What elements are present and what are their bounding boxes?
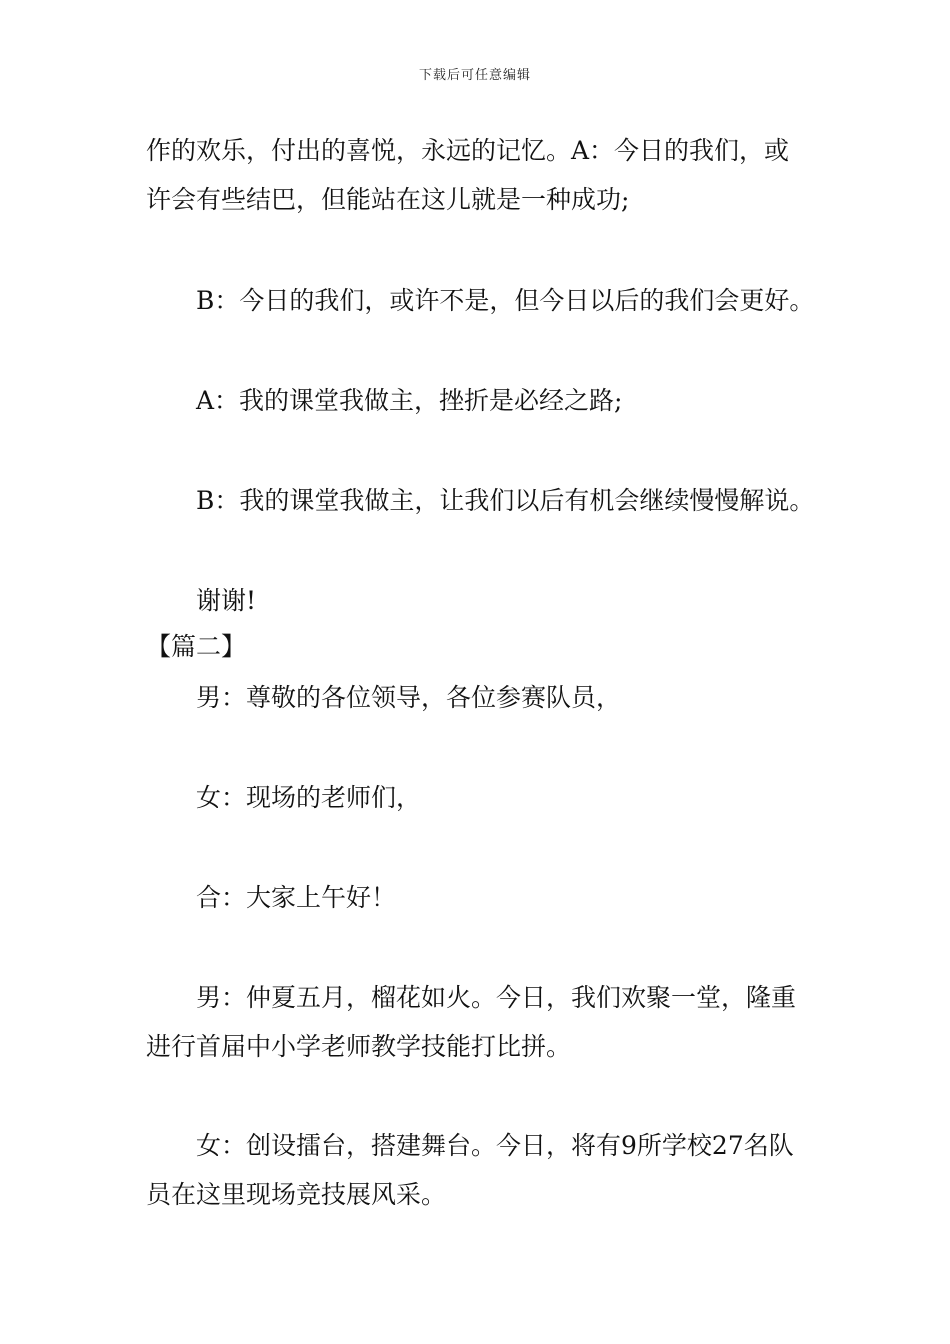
paragraph: 女：创设擂台，搭建舞台。今日，将有9所学校27名队员在这里现场竞技展风采。 xyxy=(146,1131,794,1209)
paragraph: 谢谢! xyxy=(196,586,257,615)
section-heading: 【篇二】 xyxy=(146,632,247,661)
paragraph: 男：仲夏五月，榴花如火。今日，我们欢聚一堂，隆重进行首届中小学老师教学技能打比拼。 xyxy=(146,983,797,1061)
paragraph: B：我的课堂我做主，让我们以后有机会继续慢慢解说。 xyxy=(196,486,815,515)
header-note: 下载后可任意编辑 xyxy=(418,68,531,83)
paragraph: A：我的课堂我做主，挫折是必经之路; xyxy=(196,386,623,415)
paragraph: 合：大家上午好！ xyxy=(196,883,397,912)
paragraph: 男：尊敬的各位领导，各位参赛队员， xyxy=(196,683,622,712)
paragraph: 作的欢乐，付出的喜悦，永远的记忆。A：今日的我们，或许会有些结巴，但能站在这儿就是一种成功; xyxy=(146,136,790,214)
paragraph: 女：现场的老师们， xyxy=(196,783,422,812)
paragraph: B：今日的我们，或许不是，但今日以后的我们会更好。 xyxy=(196,286,815,315)
